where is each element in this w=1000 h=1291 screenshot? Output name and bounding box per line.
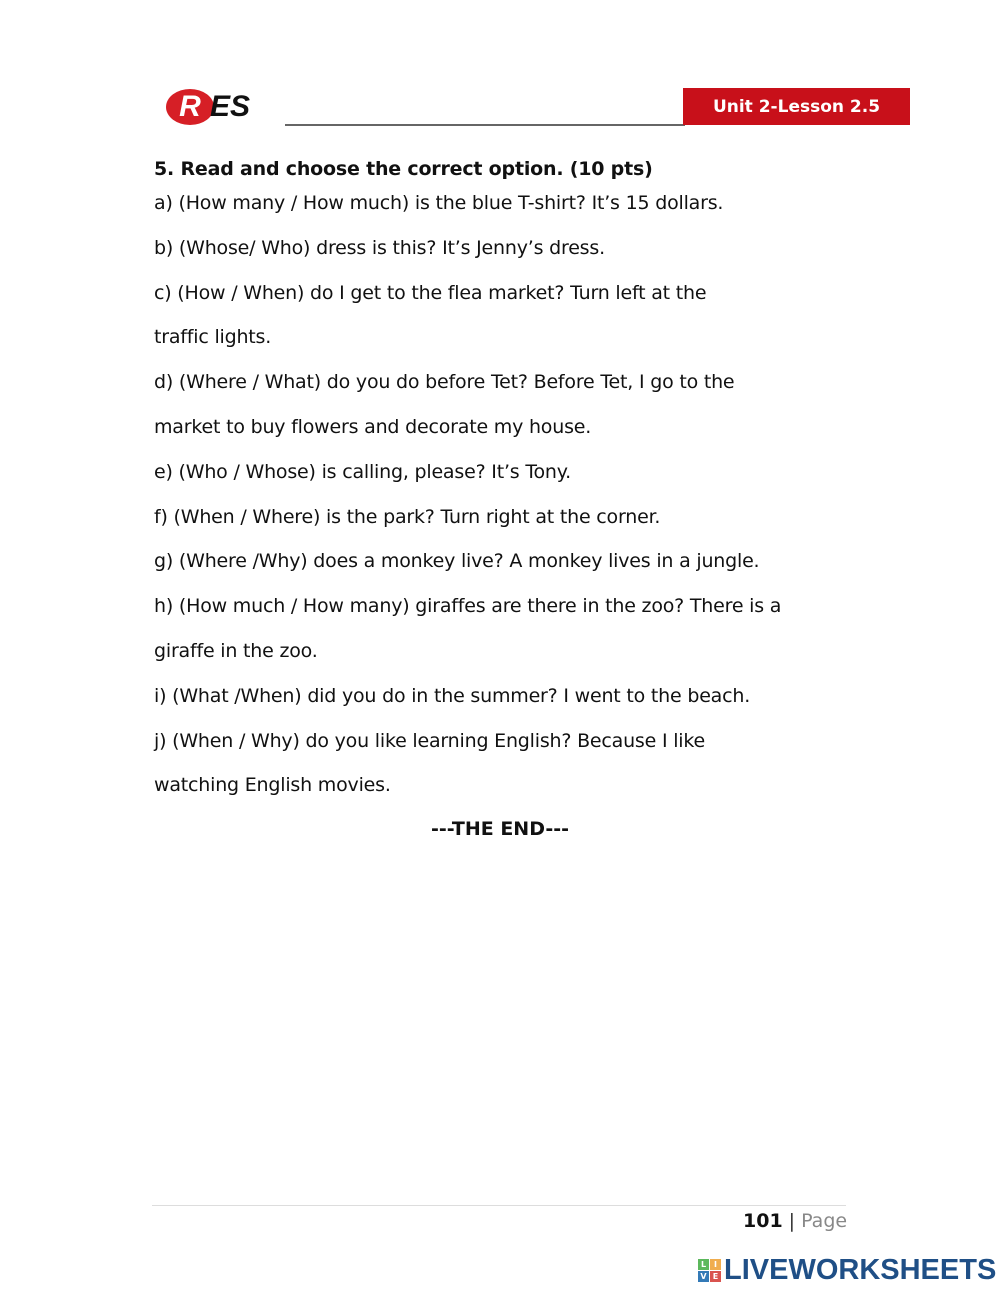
the-end: ---THE END--- [431,818,569,840]
page-word: Page [801,1210,848,1232]
exercise-line: b) (Whose/ Who) dress is this? It’s Jenny’s dress. [154,236,605,259]
exercise-line: c) (How / When) do I get to the flea market? Turn left at the [154,281,707,304]
icon-letter: E [710,1271,721,1282]
brand-text: LIVEWORKSHEETS [724,1254,997,1286]
exercise-line: giraffe in the zoo. [154,640,318,662]
exercise-line: f) (When / Where) is the park? Turn right at the corner. [154,505,661,528]
icon-letter: L [698,1259,709,1270]
logo-es: ES [210,90,251,123]
liveworksheets-logo[interactable] [698,1254,996,1287]
page-separator: | [788,1210,796,1232]
exercise-line: traffic lights. [154,326,272,349]
exercise-line: h) (How much / How many) giraffes are there in the zoo? There is a [154,595,782,618]
res-logo [166,88,250,126]
exercise-line: i) (What /When) did you do in the summer? I went to the beach. [154,684,751,707]
exercise-line: e) (Who / Whose) is calling, please? It’s Tony. [154,460,571,483]
exercise-line: g) (Where /Why) does a monkey live? A monkey lives in a jungle. [154,550,760,573]
page-number [743,1210,847,1232]
exercise-line: d) (Where / What) do you do before Tet? Before Tet, I go to the [154,371,735,394]
exercise-line: a) (How many / How much) is the blue T-shirt? It’s 15 dollars. [154,192,724,214]
icon-letter: V [698,1271,709,1282]
icon-letter: I [710,1259,721,1270]
footer-divider [152,1205,846,1206]
exercise-line: market to buy flowers and decorate my house. [154,416,592,438]
exercise-line: watching English movies. [154,774,391,797]
liveworksheets-icon [698,1259,721,1282]
header-divider [285,124,685,126]
page-number-value: 101 [743,1210,783,1232]
logo-r: R [166,89,214,125]
unit-label: Unit 2-Lesson 2.5 [683,88,910,125]
exercise-title: 5. Read and choose the correct option. (10 pts) [154,158,653,180]
exercise-line: j) (When / Why) do you like learning English? Because I like [154,729,705,752]
